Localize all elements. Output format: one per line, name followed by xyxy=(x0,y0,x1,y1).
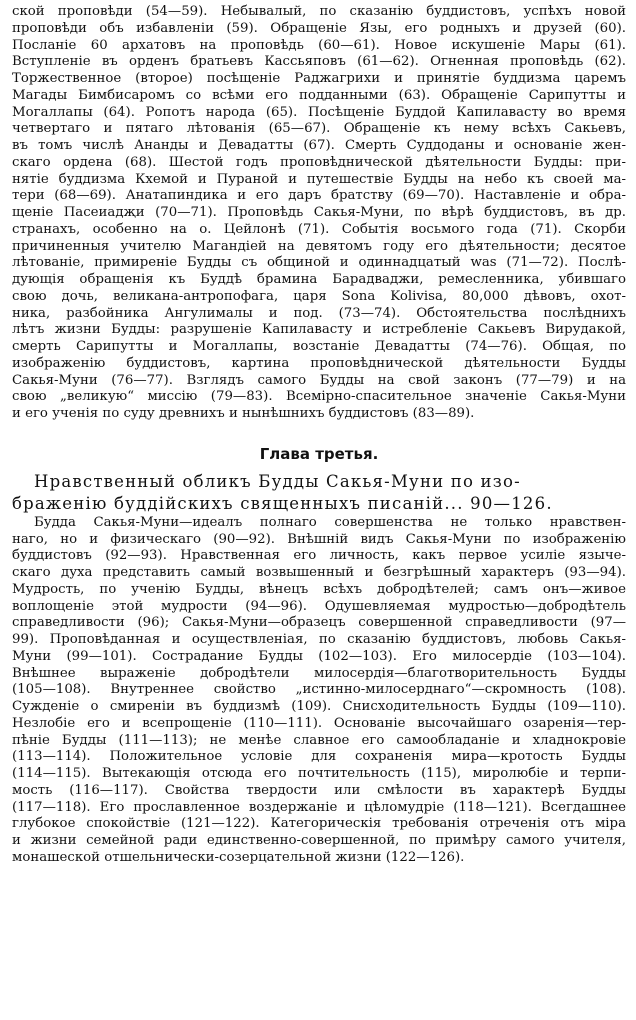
summary-paragraph-bottom xyxy=(12,515,626,867)
bottom-paragraph-line: и жизни семейной ради единственно-совершенной, по примѣру самого учителя, xyxy=(12,833,626,848)
top-paragraph-line: дующія обращенія къ Буддѣ брамина Барадваджи, ремесленника, убившаго xyxy=(12,272,626,287)
bottom-paragraph-line: глубокое спокойствіе (121—122). Категорическія требованія отреченія отъ міра xyxy=(12,816,626,832)
top-paragraph-line: проповѣди объ избавленіи (59). Обращеніе Язы, его родныхъ и друзей (60). xyxy=(12,20,626,36)
top-paragraph-line: нятіе буддизма Кхемой и Пураной и путешествіе Будды на небо къ своей ма- xyxy=(12,171,626,187)
top-paragraph-line: ника, разбойника Ангулималы и под. (73—74). Обстоятельства послѣднихъ xyxy=(12,305,626,321)
top-paragraph-line: причиненныя учителю Магандіей на девятомъ году его дѣятельности; десятое xyxy=(12,238,626,254)
bottom-paragraph-line: Будда Сакья-Муни—идеалъ полнаго совершенства не только нравствен- xyxy=(34,514,626,530)
bottom-paragraph-line: буддистовъ (92—93). Нравственная его личность, какъ первое усиліе языче- xyxy=(12,548,626,564)
bottom-paragraph-line: (105—108). Внутреннее свойство „истинно-милосерднаго“—скромность (108). xyxy=(12,682,626,698)
top-paragraph-line: Вступленіе въ орденъ братьевъ Кассьяповъ (61—62). Огненная проповѣдь (62). xyxy=(12,54,626,70)
bottom-paragraph-line: 99). Проповѣданная и осуществленіая, по сказанію буддистовъ, любовь Сакья- xyxy=(12,632,626,647)
chapter-title xyxy=(12,471,626,515)
top-paragraph-line: свою дочь, великана-антропофага, царя Sona Kolivisa, 80,000 дѣвовъ, охот- xyxy=(12,288,626,304)
bottom-paragraph-line: воплощеніе этой мудрости (94—96). Одушевляемая мудростью—добродѣтель xyxy=(12,598,626,614)
bottom-paragraph-line: Внѣшнее выраженіе добродѣтели милосердія—благотворительность Будды xyxy=(12,665,626,681)
top-paragraph-line: Сакья-Муни (76—77). Взглядъ самого Будды на свой законъ (77—79) и на xyxy=(12,372,626,388)
top-paragraph-line: изображенію буддистовъ, картина проповѣднической дѣятельности Будды xyxy=(12,355,626,371)
bottom-paragraph-line: мость (116—117). Свойства твердости или смѣлости въ характерѣ Будды xyxy=(12,782,626,798)
top-paragraph-line: Магады Бимбисаромъ со всѣми его подданными (63). Обращеніе Сарипутты и xyxy=(12,87,626,103)
top-paragraph-line: лѣтованіе, примиреніе Будды съ общиной и одиннадцатый was (71—72). Послѣ- xyxy=(12,255,626,271)
bottom-paragraph-line: Незлобіе его и всепрощеніе (110—111). Основаніе высочайшаго озаренія—тер- xyxy=(12,715,626,731)
chapter-title-line: браженію буддійскихъ священныхъ писаній... 90—126. xyxy=(12,493,553,513)
bottom-paragraph-line: Муни (99—101). Сострадание Будды (102—103). Его милосердіе (103—104). xyxy=(12,648,626,664)
top-paragraph-line: въ томъ числѣ Ананды и Девадатты (67). Смерть Суддоданы и основаніе жен- xyxy=(12,138,626,153)
bottom-paragraph-line: пѣніе Будды (111—113); не менѣе славное его самообладаніе и хладнокровіе xyxy=(12,732,626,748)
top-paragraph-line: Торжественное (второе) посѣщеніе Раджагрихи и принятіе буддизма царемъ xyxy=(12,71,626,86)
summary-paragraph-top xyxy=(12,4,626,423)
top-paragraph-line: Посланіе 60 архатовъ на проповѣдь (60—61). Новое искушеніе Мары (61). xyxy=(12,37,626,53)
top-paragraph-line: и его ученія по суду древнихъ и нынѣшнихъ буддистовъ (83—89). xyxy=(12,406,475,421)
top-paragraph-line: лѣтъ жизни Будды: разрушеніе Капилавасту и истребленіе Сакьевъ Вирудакой, xyxy=(12,322,626,338)
bottom-paragraph-line: Сужденіе о смиреніи въ буддизмѣ (109). Снисходительность Будды (109—110). xyxy=(12,699,626,714)
bottom-paragraph-line: (113—114). Положительное условіе для сохраненія мира—кротость Будды xyxy=(12,749,626,765)
top-paragraph-line: щеніе Пасеиадҗи (70—71). Проповѣдь Сакья-Муни, по вѣрѣ буддистовъ, въ др. xyxy=(12,205,626,220)
bottom-paragraph-line: (114—115). Вытекающія отсюда его почтительность (115), миролюбіе и терпи- xyxy=(12,766,626,781)
top-paragraph-line: свою „великую“ миссію (79—83). Всемірно-спасительное значеніе Сакья-Муни xyxy=(12,389,626,405)
bottom-paragraph-line: наго, но и физическаго (90—92). Внѣшній видъ Сакья-Муни по изображенію xyxy=(12,531,626,547)
top-paragraph-line: смерть Сарипутты и Могаллапы, возстаніе Девадатты (74—76). Общая, по xyxy=(12,339,626,354)
top-paragraph-line: скаго ордена (68). Шестой годъ проповѣднической дѣятельности Будды: при- xyxy=(12,154,626,170)
bottom-paragraph-line: справедливости (96); Сакья-Муни—образецъ совершенной справедливости (97— xyxy=(12,615,626,631)
bottom-paragraph-line: монашеской отшельнически-созерцательной жизни (122—126). xyxy=(12,849,465,865)
chapter-title-line: Нравственный обликъ Будды Сакья-Муни по изо- xyxy=(34,471,521,491)
bottom-paragraph-line: скаго духа представить самый возвышенный и безгрѣшный характеръ (93—94). xyxy=(12,565,626,580)
top-paragraph-line: странахъ, особенно на о. Цейлонѣ (71). Событія восьмого года (71). Скорби xyxy=(12,221,626,237)
chapter-heading: Глава третья. xyxy=(259,444,379,463)
top-paragraph-line: тери (68—69). Анатапиндика и его даръ братству (69—70). Наставленіе и обра- xyxy=(12,188,626,204)
top-paragraph-line: ской проповѣди (54—59). Небывалый, по сказанію буддистовъ, успѣхъ новой xyxy=(12,4,626,19)
top-paragraph-line: Могаллапы (64). Ропотъ народа (65). Посѣщеніе Буддой Капилавасту во время xyxy=(12,104,626,120)
top-paragraph-line: четвертаго и пятаго лѣтованія (65—67). Обращеніе къ нему всѣхъ Сакьевъ, xyxy=(12,121,626,137)
bottom-paragraph-line: Мудрость, по ученію Будды, вѣнецъ всѣхъ добродѣтелей; самъ онъ—живое xyxy=(12,581,626,597)
section-gap xyxy=(12,423,626,441)
bottom-paragraph-line: (117—118). Его прославленное воздержаніе и цѣломудріе (118—121). Всегдашнее xyxy=(12,799,626,815)
